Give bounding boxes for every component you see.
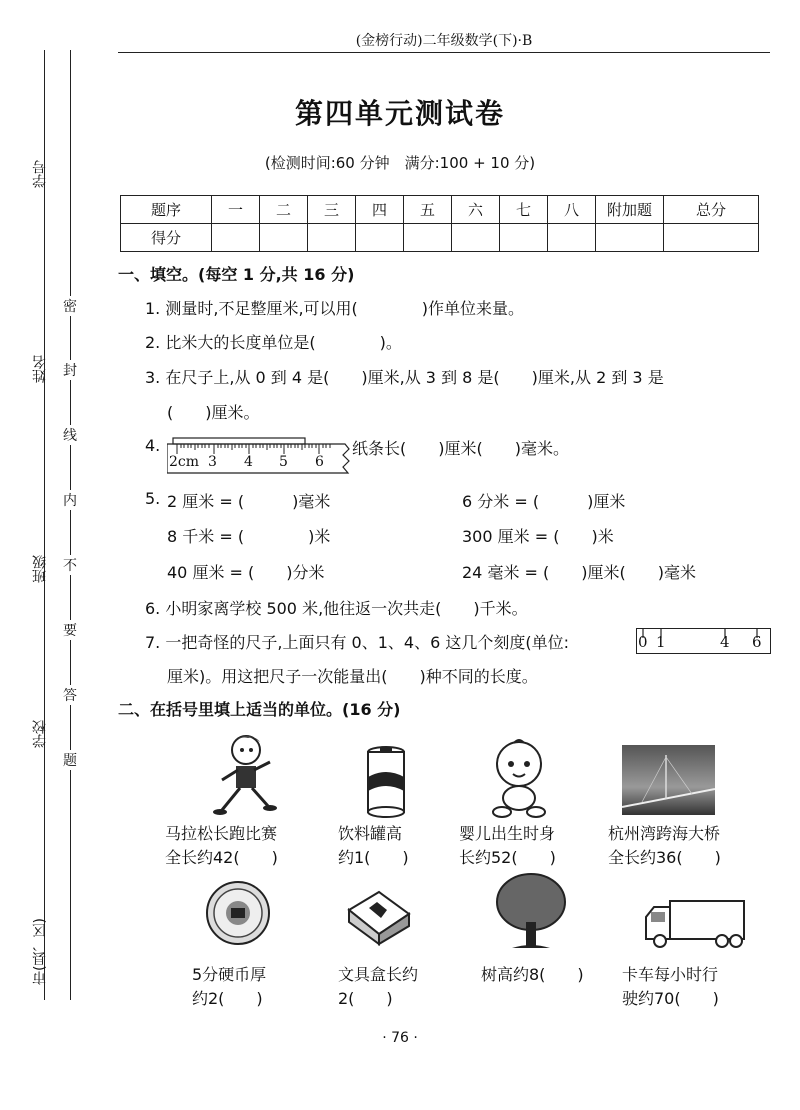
- item-caption-line: 饮料罐高: [338, 824, 403, 843]
- question-4-number: 4.: [145, 436, 161, 455]
- item-caption: [338, 822, 409, 870]
- score-cell: 二: [260, 196, 308, 224]
- item-caption-line: 婴儿出生时身: [459, 824, 556, 843]
- score-cell: 八: [548, 196, 596, 224]
- score-input-cell[interactable]: [664, 224, 759, 252]
- seal-char: 密: [63, 296, 77, 316]
- item-caption-line: 卡车每小时行: [622, 965, 719, 984]
- score-input-cell[interactable]: [260, 224, 308, 252]
- score-input-cell[interactable]: [212, 224, 260, 252]
- binding-inner-line: [70, 50, 71, 1000]
- score-input-cell[interactable]: [404, 224, 452, 252]
- item-caption: [459, 822, 556, 870]
- score-input-cell[interactable]: [596, 224, 664, 252]
- ruler-label: 3: [208, 454, 217, 470]
- question-5-item: 300 厘米 = ( )米: [462, 527, 614, 546]
- item-caption-line: 约1( ): [338, 848, 409, 867]
- score-cell: 三: [308, 196, 356, 224]
- score-cell: 得分: [121, 224, 212, 252]
- seal-char: 题: [63, 750, 77, 770]
- ruler-label: 4: [244, 454, 253, 470]
- page-subtitle: (检测时间:60 分钟 满分:100 + 10 分): [264, 154, 536, 172]
- ruler-label: 1: [656, 633, 666, 651]
- item-caption-line: 长约52( ): [459, 848, 556, 867]
- question-5-item: 8 千米 = ( )米: [167, 527, 331, 546]
- item-caption: [481, 963, 584, 987]
- item-caption: [622, 963, 719, 1011]
- score-cell: 七: [500, 196, 548, 224]
- question-1: 1. 测量时,不足整厘米,可以用( )作单位来量。: [145, 299, 525, 318]
- item-caption-line: 树高约8( ): [481, 965, 584, 984]
- baby-icon: [488, 738, 550, 820]
- item-caption-line: 5分硬币厚: [192, 965, 267, 984]
- truck-icon: [642, 895, 747, 950]
- question-4-text: 纸条长( )厘米( )毫米。: [352, 439, 569, 458]
- item-caption-line: 约2( ): [192, 989, 263, 1008]
- score-table-score-row: [121, 224, 759, 252]
- section2-heading: 二、在括号里填上适当的单位。(16 分): [118, 700, 401, 719]
- binding-outer-line: [44, 50, 45, 1000]
- item-caption-line: 全长约42( ): [165, 848, 278, 867]
- strange-ruler-icon: [636, 628, 771, 654]
- marathon-runner-icon: [208, 732, 278, 820]
- page-number: · 76 ·: [382, 1030, 418, 1046]
- pencil-case-icon: [345, 888, 413, 946]
- ruler-label: 5: [279, 454, 288, 470]
- score-input-cell[interactable]: [356, 224, 404, 252]
- score-input-cell[interactable]: [500, 224, 548, 252]
- ruler-label: 2cm: [169, 454, 200, 470]
- question-5-item: 40 厘米 = ( )分米: [167, 563, 325, 582]
- item-caption-line: 杭州湾跨海大桥: [608, 824, 721, 843]
- item-caption-line: 全长约36( ): [608, 848, 721, 867]
- score-cell: 附加题: [596, 196, 664, 224]
- ruler-label: 6: [752, 633, 762, 651]
- binding-label-name: 姓名: [32, 355, 48, 383]
- question-6: 6. 小明家离学校 500 米,他往返一次共走( )千米。: [145, 599, 528, 618]
- paper-strip-ruler-icon: [167, 437, 352, 477]
- item-caption-line: 驶约70( ): [622, 989, 719, 1008]
- question-3-line2: ( )厘米。: [167, 403, 260, 422]
- seal-char: 线: [63, 425, 77, 445]
- score-cell: 一: [212, 196, 260, 224]
- item-caption-line: 马拉松长跑比赛: [165, 824, 278, 843]
- tree-icon: [494, 872, 568, 952]
- score-cell: 总分: [664, 196, 759, 224]
- ruler-label: 0: [638, 633, 648, 651]
- question-7-line2: 厘米)。用这把尺子一次能量出( )种不同的长度。: [167, 667, 538, 686]
- question-5-number: 5.: [145, 489, 161, 508]
- score-cell: 五: [404, 196, 452, 224]
- running-title: (金榜行动)二年级数学(下)·B: [355, 33, 533, 49]
- item-caption: [608, 822, 721, 870]
- item-caption: [338, 963, 418, 1011]
- binding-label-city: 市(县、区): [32, 918, 48, 985]
- item-caption: [165, 822, 278, 870]
- bridge-photo-icon: [622, 745, 715, 815]
- seal-char: 要: [63, 620, 77, 640]
- question-5-item: 24 毫米 = ( )厘米( )毫米: [462, 563, 696, 582]
- soda-can-icon: [365, 745, 407, 820]
- question-5-item: 2 厘米 = ( )毫米: [167, 492, 331, 511]
- score-input-cell[interactable]: [548, 224, 596, 252]
- score-cell: 六: [452, 196, 500, 224]
- seal-char: 不: [63, 555, 77, 575]
- ruler-label: 4: [720, 633, 730, 651]
- header-rule: [118, 52, 770, 53]
- binding-label-class: 班级: [32, 555, 48, 583]
- seal-char: 封: [63, 360, 77, 380]
- binding-label-student-id: 学号: [32, 160, 48, 188]
- section1-heading: 一、填空。(每空 1 分,共 16 分): [118, 265, 355, 284]
- score-table: [120, 195, 759, 252]
- coin-icon: [205, 880, 271, 946]
- question-3-line1: 3. 在尺子上,从 0 到 4 是( )厘米,从 3 到 8 是( )厘米,从 2 到 3 是: [145, 368, 664, 387]
- score-cell: 题序: [121, 196, 212, 224]
- seal-char: 内: [63, 490, 77, 510]
- ruler-label: 6: [315, 454, 324, 470]
- question-5-item: 6 分米 = ( )厘米: [462, 492, 626, 511]
- binding-label-school: 学校: [32, 720, 48, 748]
- score-table-header-row: [121, 196, 759, 224]
- score-cell: 四: [356, 196, 404, 224]
- item-caption-line: 文具盒长约: [338, 965, 419, 984]
- item-caption-line: 2( ): [338, 989, 393, 1008]
- question-7-line1: 7. 一把奇怪的尺子,上面只有 0、1、4、6 这几个刻度(单位:: [145, 633, 569, 652]
- seal-char: 答: [63, 685, 77, 705]
- page-title: 第四单元测试卷: [294, 97, 505, 130]
- score-input-cell[interactable]: [308, 224, 356, 252]
- question-2: 2. 比米大的长度单位是( )。: [145, 333, 402, 352]
- score-input-cell[interactable]: [452, 224, 500, 252]
- item-caption: [192, 963, 266, 1011]
